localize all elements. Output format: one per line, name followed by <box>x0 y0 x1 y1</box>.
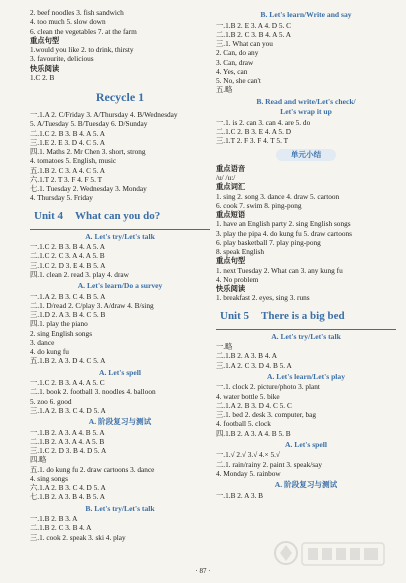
key-pattern-line: 1.would you like 2. to drink, thirsty <box>30 45 134 54</box>
section-title: A. Let's learn/Let's play <box>266 371 346 381</box>
left-top-line: 6. clean the vegetables 7. at the farm <box>30 26 137 36</box>
answer-line: 二.1.C 2. C 3. A 4. A 5. B <box>30 251 105 261</box>
unit-summary <box>216 164 396 303</box>
answer-line: 5. A/Tuesday 5. B/Tuesday 6. D/Sunday <box>30 119 148 129</box>
unit4-rule <box>30 229 210 230</box>
answer-line: 二.1.B 2. C 3. B 4. A 5. A <box>216 29 292 39</box>
section-title: A. Let's learn/Do a survey <box>77 281 163 290</box>
recycle-title: Recycle 1 <box>95 90 145 104</box>
recycle-answers <box>30 110 210 203</box>
answer-line: 七.1.B 2. A 3. B 4. B 5. A <box>30 492 106 502</box>
key-pattern-label: 重点句型 <box>30 35 60 45</box>
right-column <box>216 8 396 500</box>
answer-line: 4. Monday 5. rainbow <box>216 468 281 478</box>
answer-line: 三.1.E 2. E 3. D 4. C 5. A <box>30 137 105 147</box>
learn-write-answers <box>216 21 396 86</box>
answer-line: 4. tomatoes 5. English, music <box>30 156 117 166</box>
answer-line: 二.1.B 2. A 3. B 4. A <box>216 351 278 361</box>
unit4-number: Unit 4 <box>34 209 64 222</box>
answer-line: 二.1.C 2. B 3. B 4. A 5. A <box>30 128 106 138</box>
unit4-heading <box>34 209 210 223</box>
answer-line: 三.1.C 2. D 3. B 4. D 5. A <box>30 446 107 455</box>
quick-read-line: 1.C 2. B <box>30 72 55 82</box>
page-number: · 87 · <box>195 567 211 575</box>
unit4-sections <box>30 232 210 542</box>
answer-line: 三.1.A 2. B 3. C 4. D 5. A <box>30 405 106 415</box>
summary-label: 快乐阅读 <box>216 284 246 293</box>
answer-line: 一.1.B 2. B 3. A <box>30 514 78 523</box>
answer-line: 2. sing English songs <box>30 328 93 338</box>
answer-line: 一.略 <box>216 342 233 351</box>
answer-line: 2. Can, do any <box>216 48 259 58</box>
section-title: A. Let's try/Let's talk <box>85 231 155 241</box>
answer-line: 四.1. play the piano <box>30 319 88 329</box>
answer-line: 四.略 <box>30 455 47 465</box>
answer-line: 三.1. What can you <box>216 39 273 48</box>
summary-line: 1. next Tuesday 2. What can 3. any kung fu <box>216 265 343 275</box>
answer-line: 3. dance <box>30 337 55 347</box>
answer-line: 一.1.C 2. B 3. B 4. A 5. A <box>30 242 106 251</box>
summary-line: /u/ /u:/ <box>216 173 236 182</box>
quick-read-label: 快乐阅读 <box>30 63 60 73</box>
answer-line: 4. Yes, can <box>216 66 248 76</box>
unit5-rule <box>216 329 396 330</box>
summary-line: 3. play the pipa 4. do kung fu 5. draw cartoons <box>216 228 352 238</box>
answer-line: 一.1.√ 2.√ 3.√ 4.× 5.√ <box>216 450 280 460</box>
left-top-line: 2. beef noodles 3. fish sandwich <box>30 8 124 17</box>
answer-line: 一.1.B 2. E 3. A 4. D 5. C <box>216 20 292 30</box>
unit-summary-title: 单元小结 <box>276 149 336 161</box>
answer-line: 三.1.D 2. A 3. B 4. C 5. B <box>30 310 106 319</box>
unit5-title: There is a big bed <box>261 309 345 322</box>
section-title: A. Let's spell <box>99 367 141 377</box>
summary-line: 6. cook 7. swim 8. ping-pong <box>216 200 302 210</box>
section-title-read-write-1: B. Read and write/Let's check/ <box>256 96 356 106</box>
answer-line: 4. Thursday 5. Friday <box>30 193 93 203</box>
answer-line: 七.1. Tuesday 2. Wednesday 3. Monday <box>30 184 147 193</box>
answer-line: 一.1.A 2. C/Friday 3. A/Thursday 4. B/Wednesday <box>30 110 178 119</box>
answer-line: 三.1.T 2. F 3. F 4. T 5. T <box>216 136 289 145</box>
answer-line: 五.1.B 2. C 3. A 4. C 5. A <box>30 165 106 175</box>
summary-label: 重点语音 <box>216 163 246 173</box>
watermark-logo <box>272 533 392 579</box>
answer-line: 四.1. Maths 2. Mr Chen 3. short, strong <box>30 147 146 156</box>
answer-line: 二.1. book 2. football 3. noodles 4. balloon <box>30 387 156 397</box>
answer-line: 4. football 5. clock <box>216 419 271 429</box>
summary-line: 6. play basketball 7. play ping-pong <box>216 237 321 247</box>
answer-line: 五.1. do kung fu 2. draw cartoons 3. dance <box>30 464 155 474</box>
answer-line: 一.1. clock 2. picture/photo 3. plant <box>216 382 320 392</box>
answer-line: 三.1.C 2. D 3. E 4. B 5. A <box>30 260 106 270</box>
answer-line: 二.1.C 2. B 3. E 4. A 5. D <box>216 126 292 136</box>
unit5-sections <box>216 332 396 500</box>
unit5-heading <box>220 309 396 323</box>
answer-line: 3. Can, draw <box>216 57 254 67</box>
section-title: A. Let's spell <box>285 439 327 449</box>
answer-line: 二.1.B 2. C 3. B 4. A <box>30 523 92 533</box>
summary-line: 1. breakfast 2. eyes, sing 3. runs <box>216 293 310 303</box>
summary-label: 重点短语 <box>216 210 246 219</box>
left-top-line: 4. too much 5. slow down <box>30 17 106 27</box>
section-title-learn-write: B. Let's learn/Write and say <box>260 10 352 19</box>
summary-line: 8. speak English <box>216 247 265 256</box>
answer-line: 4. water bottle 5. bike <box>216 391 280 401</box>
section-title: A. Let's try/Let's talk <box>271 331 341 341</box>
key-pattern-line: 3. favourite, delicious <box>30 54 94 64</box>
answer-line: 六.1.A 2. B 3. C 4. D 5. A <box>30 483 106 492</box>
read-write-answers <box>216 118 396 146</box>
summary-line: 4. No problem <box>216 274 259 284</box>
unit4-title: What can you do? <box>75 209 161 222</box>
answer-line: 三.1.A 2. C 3. D 4. B 5. A <box>216 360 292 370</box>
summary-label: 重点句型 <box>216 256 246 266</box>
answer-line: 4. do kung fu <box>30 347 69 356</box>
section-title: B. Let's try/Let's talk <box>85 503 155 513</box>
answer-line: 一.1.A 2. B 3. C 4. B 5. A <box>30 291 106 301</box>
answer-line: 二.1. D/read 2. C/play 3. A/draw 4. B/sing <box>30 300 154 310</box>
unit5-number: Unit 5 <box>220 309 250 322</box>
answer-line: 四.1. clean 2. read 3. play 4. draw <box>30 269 129 279</box>
answer-line: 4. sing songs <box>30 473 68 483</box>
answer-line: 一.1. is 2. can 3. can 4. are 5. do <box>216 117 311 127</box>
summary-label: 重点词汇 <box>216 182 246 192</box>
left-column <box>30 8 210 542</box>
line-five: 五.略 <box>216 85 233 95</box>
answer-line: 一.1.B 2. A 3. B <box>216 490 264 500</box>
summary-line: 1. have an English party 2. sing English songs <box>216 219 351 229</box>
answer-line: 二.1. rain/rainy 2. paint 3. speak/say <box>216 459 322 469</box>
section-title: A. 阶段复习与测试 <box>274 480 338 489</box>
section-title: A. 阶段复习与测试 <box>88 417 152 426</box>
summary-line: 1. sing 2. song 3. dance 4. draw 5. cartoon <box>216 191 340 201</box>
answer-line: 三.1. cook 2. speak 3. ski 4. play <box>30 532 126 542</box>
answer-line: 一.1.C 2. B 3. A 4. A 5. C <box>30 378 105 387</box>
answer-line: 二.1.A 2. B 3. D 4. C 5. C <box>216 400 292 410</box>
answer-line: 5. zoo 6. good <box>30 396 72 406</box>
answer-line: 五.1.B 2. A 3. D 4. C 5. A <box>30 356 106 366</box>
answer-line: 一.1.B 2. A 3. A 4. B 5. A <box>30 427 105 437</box>
answer-line: 5. No, she can't <box>216 76 261 85</box>
answer-line: 四.1.B 2. A 3. A 4. B 5. B <box>216 428 291 438</box>
answer-line: 六.1.T 2. T 3. F 4. F 5. T <box>30 174 103 184</box>
answer-line: 二.1.B 2. A 3. A 4. A 5. B <box>30 436 105 446</box>
answer-line: 三.1. bed 2. desk 3. computer, bag <box>216 410 317 419</box>
section-title-read-write-2: Let's wrap it up <box>280 107 332 116</box>
